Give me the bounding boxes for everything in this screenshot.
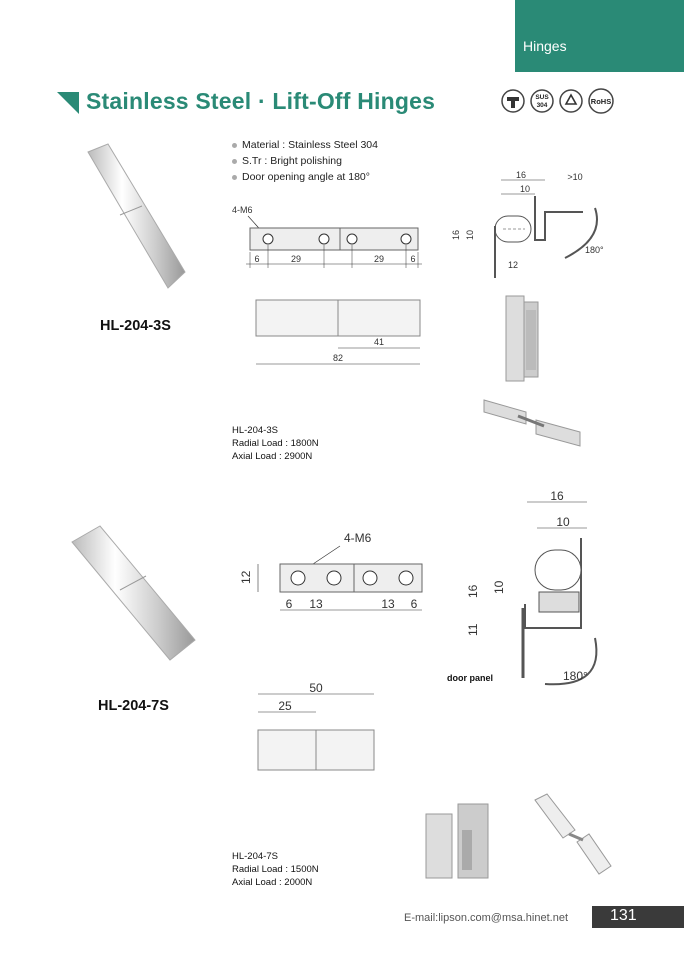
svg-text:16: 16 bbox=[515, 170, 527, 180]
hl-204-7s-photo bbox=[60, 520, 200, 670]
svg-text:29: 29 bbox=[373, 254, 385, 264]
feature-item: S.Tr : Bright polishing bbox=[232, 155, 342, 167]
hl-204-7s-side-drawing bbox=[445, 488, 625, 698]
svg-text:13: 13 bbox=[381, 597, 395, 611]
svg-text:10: 10 bbox=[556, 515, 570, 529]
svg-text:29: 29 bbox=[290, 254, 302, 264]
svg-text:41: 41 bbox=[373, 337, 385, 347]
svg-text:180°: 180° bbox=[563, 669, 588, 683]
hl-204-7s-length-drawing bbox=[250, 682, 380, 777]
svg-text:82: 82 bbox=[332, 353, 344, 363]
page-title: Stainless Steel · Lift-Off Hinges bbox=[86, 88, 436, 114]
feature-item: Material : Stainless Steel 304 bbox=[232, 139, 378, 151]
hl-204-3s-open-photo bbox=[478, 390, 588, 460]
page-number: 131 bbox=[592, 906, 684, 928]
svg-text:6: 6 bbox=[410, 254, 416, 264]
svg-text:16: 16 bbox=[550, 489, 564, 503]
feature-item: Door opening angle at 180° bbox=[232, 171, 370, 183]
hl-204-7s-separate-photo bbox=[525, 790, 615, 880]
drill-icon bbox=[502, 90, 524, 112]
svg-text:16: 16 bbox=[466, 584, 480, 598]
product-model: HL-204-7S bbox=[98, 698, 169, 714]
hl-204-3s-length-drawing bbox=[248, 296, 428, 371]
svg-text:10: 10 bbox=[492, 580, 506, 594]
title-triangle-icon bbox=[57, 92, 79, 114]
hl-204-3s-side-drawing bbox=[445, 168, 620, 283]
svg-text:6: 6 bbox=[285, 597, 293, 611]
hl-204-7s-specs: HL-204-7S Radial Load : 1500N Axial Load : 2000N bbox=[232, 851, 319, 888]
svg-text:11: 11 bbox=[466, 623, 480, 636]
svg-text:RoHS: RoHS bbox=[590, 97, 612, 106]
svg-text:10: 10 bbox=[519, 184, 531, 194]
rohs-badge bbox=[589, 89, 613, 113]
svg-text:25: 25 bbox=[278, 699, 292, 713]
hl-204-3s-installed-photo bbox=[500, 290, 560, 385]
hl-204-3s-specs: HL-204-3S Radial Load : 1800N Axial Load : 2900N bbox=[232, 425, 319, 462]
svg-text:180°: 180° bbox=[585, 245, 604, 255]
certification-badges bbox=[500, 87, 616, 115]
svg-text:>10: >10 bbox=[567, 172, 583, 182]
svg-text:12: 12 bbox=[239, 570, 253, 584]
door-panel-label: door panel bbox=[447, 673, 494, 683]
footer-email: E-mail:lipson.com@msa.hinet.net bbox=[404, 912, 569, 924]
hl-204-3s-photo bbox=[80, 140, 190, 290]
product-model: HL-204-3S bbox=[100, 318, 171, 334]
svg-text:13: 13 bbox=[309, 597, 323, 611]
svg-text:16: 16 bbox=[451, 229, 461, 240]
svg-text:50: 50 bbox=[309, 682, 323, 695]
hl-204-7s-hole-drawing bbox=[236, 528, 436, 623]
svg-text:SUS: SUS bbox=[535, 94, 549, 101]
svg-text:12: 12 bbox=[507, 260, 519, 270]
sus304-badge bbox=[531, 90, 553, 112]
hl-204-3s-hole-drawing bbox=[226, 200, 436, 280]
section-tab: Hinges bbox=[515, 0, 684, 72]
svg-text:4-M6: 4-M6 bbox=[344, 531, 372, 545]
hl-204-7s-installed-photo bbox=[420, 800, 500, 880]
svg-text:10: 10 bbox=[465, 229, 475, 240]
svg-text:304: 304 bbox=[536, 102, 548, 109]
svg-text:4-M6: 4-M6 bbox=[232, 205, 253, 215]
svg-text:6: 6 bbox=[410, 597, 418, 611]
svg-text:6: 6 bbox=[254, 254, 260, 264]
recycle-icon bbox=[560, 90, 582, 112]
